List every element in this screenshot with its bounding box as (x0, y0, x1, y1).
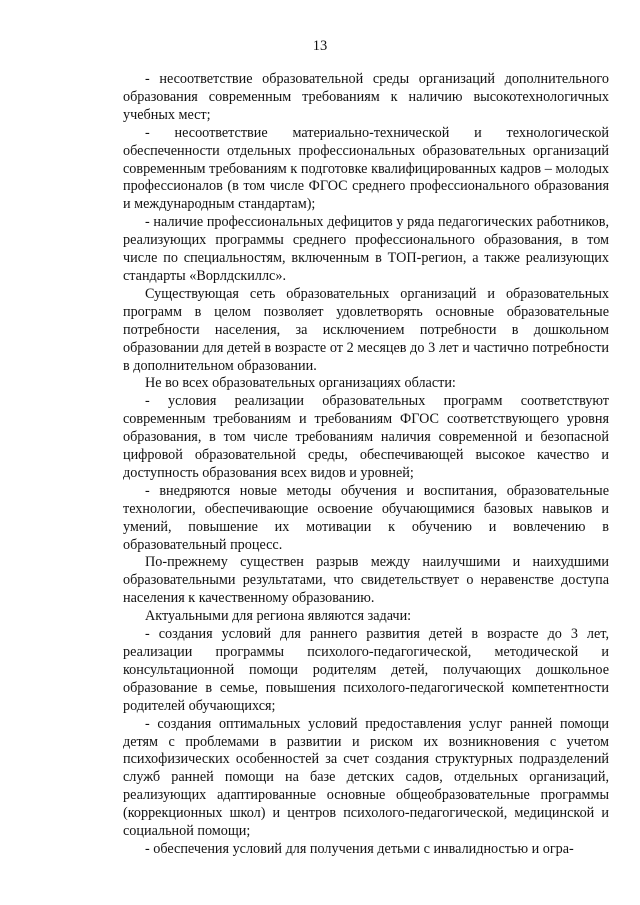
paragraph: - условия реализации образовательных программ соответствуют современным требованиям и требованиям ФГОС соответствующего уровня образования, в том числе требованиям наличия современной и безопасной цифровой образовательной среды, обеспечивающей высокое качество и доступность образования всех видов и уровней; (123, 393, 609, 481)
paragraph: Не во всех образовательных организациях области: (145, 375, 456, 392)
paragraph: - создания оптимальных условий предоставления услуг ранней помощи детям с проблемами в развитии и риском их возникновения с учетом психофизических особенностей за счет создания структурных подразделений служб ранней помощи на базе детских садов, отдельных организаций, реализующих адаптированные основные общеобразовательные программы (коррекционных школ) и центров психолого-педагогической, медицинской и социальной помощи; (123, 715, 609, 840)
paragraph: - наличие профессиональных дефицитов у ряда педагогических работников, реализующих программы среднего профессионального образования, в том числе по специальностям, включенным в ТОП-регион, а также реализующих стандарты «Ворлдскиллс». (123, 214, 609, 284)
paragraph: - обеспечения условий для получения детьми с инвалидностью и огра- (145, 840, 574, 857)
paragraph: - несоответствие материально-технической и технологической обеспеченности отдельных профессиональных образовательных организаций современным требованиям к подготовке квалифицированных кадров – молодых профессионалов (в том числе ФГОС среднего профессионального образования и международным стандартам); (123, 124, 609, 213)
page-number: 13 (312, 38, 328, 54)
paragraph: По-прежнему существен разрыв между наилучшими и наихудшими образовательными результатами, что свидетельствует о неравенстве доступа населения к качественному образованию. (123, 554, 609, 607)
paragraph: Существующая сеть образовательных организаций и образовательных программ в целом позволяет удовлетворять основные образовательные потребности населения, за исключением потребности в дошкольном образовании для детей в возрасте от 2 месяцев до 3 лет и частично потребности в дополнительном образовании. (123, 285, 609, 374)
paragraph: - создания условий для раннего развития детей в возрасте до 3 лет, реализации программы психолого-педагогической, методической и консультационной помощи родителям детей, получающих дошкольное образование в семье, повышения психолого-педагогической компетентности родителей обучающихся; (123, 626, 609, 714)
document-body (123, 71, 609, 859)
paragraph: - несоответствие образовательной среды организаций дополнительного образования современным требованиям к наличию высокотехнологичных учебных мест; (123, 71, 609, 123)
paragraph: Актуальными для региона являются задачи: (145, 608, 412, 625)
paragraph: - внедряются новые методы обучения и воспитания, образовательные технологии, обеспечивающие освоение обучающимися базовых навыков и умений, повышение их мотивации к обучению и вовлечению в образовательный процесс. (123, 482, 609, 553)
